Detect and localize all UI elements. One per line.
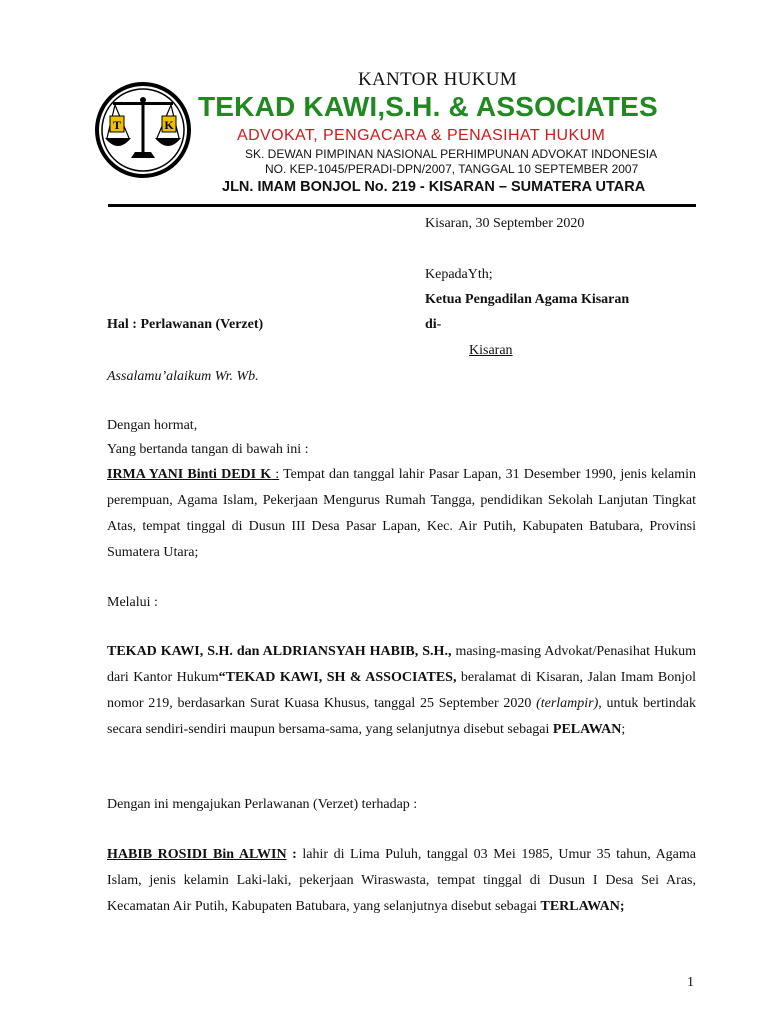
pelawan-label: PELAWAN: [552, 722, 622, 737]
subject: Hal : Perlawanan (Verzet): [107, 317, 264, 332]
party1-paragraph: [107, 462, 696, 566]
party2-name: HABIB ROSIDI Bin ALWIN: [107, 847, 287, 862]
lawyers-end: ;: [621, 722, 626, 737]
party2-details: lahir di Lima Puluh, tanggal 03 Mei 1985, Umur 35 tahun, Agama Islam, jenis kelamin Laki-laki, pekerjaan Wiraswasta, tempat tinggal di Dusun I Desa Sei Aras, Kecamatan Air Putih, Kabupaten Batubara, yang selanjutnya disebut sebagai: [107, 847, 696, 914]
intro-line: Yang bertanda tangan di bawah ini :: [107, 442, 309, 457]
lawyers-text-3: , untuk bertindak secara sendiri-sendiri maupun bersama-sama, yang selanjutnya disebut sebagai: [107, 696, 696, 737]
firm-name: TEKAD KAWI,S.H. & ASSOCIATES: [198, 91, 658, 122]
terlawan-label: TERLAWAN;: [540, 899, 625, 914]
lawyers-names: TEKAD KAWI, S.H. dan ALDRIANSYAH HABIB, S.H.,: [107, 644, 452, 659]
party1-details: Tempat dan tanggal lahir Pasar Lapan, 31 Desember 1990, jenis kelamin perempuan, Agama Islam, Pekerjaan Mengurus Rumah Tangga, pendidikan Sekolah Lanjutan Tingkat Atas, tempat tinggal di Dusun III Desa Pasar Lapan, Kec. Air Putih, Kabupaten Batubara, Provinsi Sumatera Utara;: [107, 467, 697, 560]
decree-line-2: NO. KEP-1045/PERADI-DPN/2007, TANGGAL 10 SEPTEMBER 2007: [265, 162, 639, 176]
letter-date: Kisaran, 30 September 2020: [425, 216, 585, 231]
recipient-city: Kisaran: [469, 343, 513, 358]
against-line: Dengan ini mengajukan Perlawanan (Verzet) terhadap :: [107, 797, 418, 812]
lawyers-paragraph: [107, 639, 696, 743]
to-label: KepadaYth;: [425, 267, 493, 282]
melalui-label: Melalui :: [107, 595, 158, 610]
decree-line-1: SK. DEWAN PIMPINAN NASIONAL PERHIMPUNAN ADVOKAT INDONESIA: [245, 147, 658, 161]
lawyers-text-1: masing-masing Advokat/Penasihat Hukum dari Kantor Hukum: [107, 644, 697, 685]
logo-letter-left: T: [112, 118, 122, 132]
party1-separator: :: [271, 467, 280, 482]
greeting: Dengan hormat,: [107, 418, 198, 433]
salutation: Assalamu’alaikum Wr. Wb.: [107, 369, 259, 384]
party2-paragraph: [107, 842, 696, 920]
party2-separator: :: [286, 847, 297, 862]
firm-tagline: ADVOKAT, PENGACARA & PENASIHAT HUKUM: [237, 127, 606, 144]
office-label: KANTOR HUKUM: [358, 69, 517, 90]
letterhead: [0, 0, 768, 215]
recipient: Ketua Pengadilan Agama Kisaran: [425, 292, 630, 307]
party1-name: IRMA YANI Binti DEDI K: [107, 467, 272, 482]
logo-letter-right: K: [164, 118, 174, 132]
di-label: di-: [425, 317, 442, 332]
letterhead-divider: [108, 204, 696, 207]
firm-address: JLN. IMAM BONJOL No. 219 - KISARAN – SUMATERA UTARA: [222, 179, 646, 195]
page-number: 1: [687, 975, 694, 990]
attached-note: (terlampir): [536, 696, 599, 711]
scales-of-justice-logo: [93, 80, 193, 180]
lawyers-text-2: beralamat di Kisaran, Jalan Imam Bonjol nomor 219, berdasarkan Surat Kuasa Khusus, tanggal 25 September 2020: [107, 670, 696, 711]
firm-reference: “TEKAD KAWI, SH & ASSOCIATES,: [218, 670, 457, 685]
